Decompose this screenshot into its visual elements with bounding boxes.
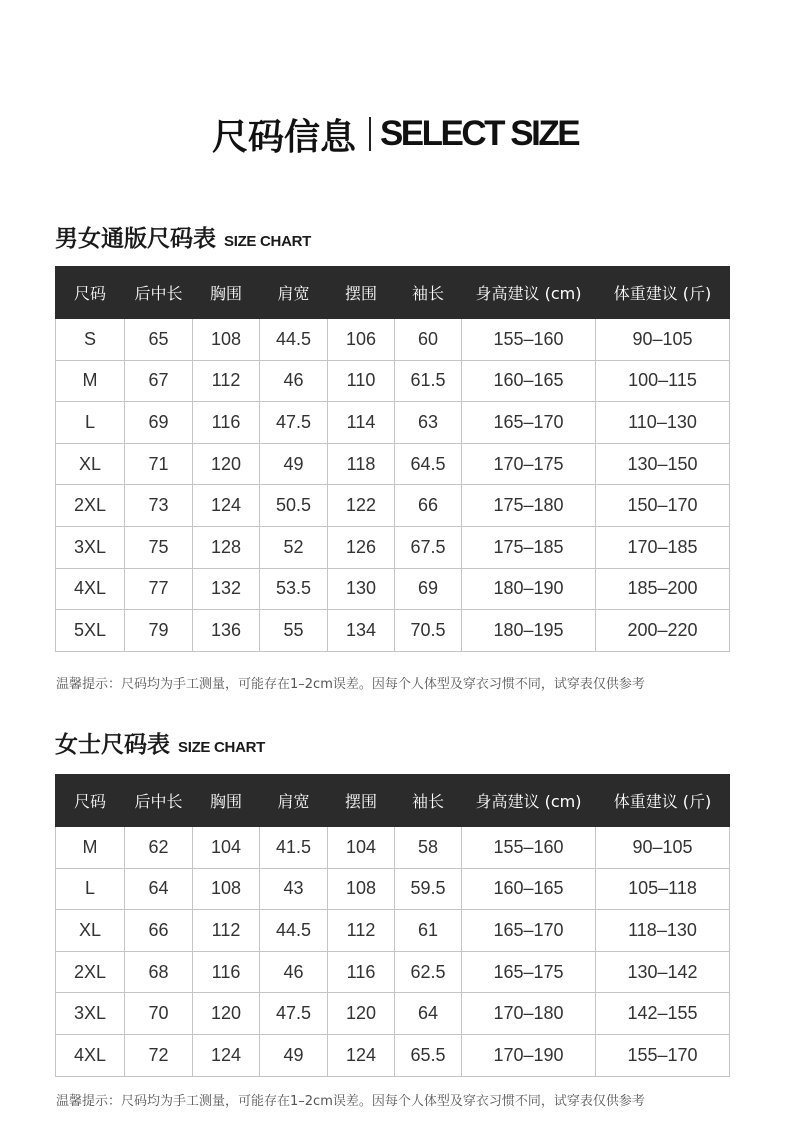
cell-back-length: 67 (125, 360, 193, 402)
cell-height: 165–170 (462, 402, 596, 444)
col-header-size: 尺码 (56, 775, 125, 827)
cell-height: 180–195 (462, 610, 596, 652)
cell-weight: 150–170 (596, 485, 730, 527)
cell-shoulder: 47.5 (260, 993, 328, 1035)
cell-weight: 110–130 (596, 402, 730, 444)
cell-sleeve: 66 (395, 485, 462, 527)
cell-back-length: 69 (125, 402, 193, 444)
col-header-back-length: 后中长 (125, 775, 193, 827)
cell-hem: 112 (328, 910, 395, 952)
table-row (56, 526, 730, 568)
cell-height: 180–190 (462, 568, 596, 610)
cell-back-length: 75 (125, 526, 193, 568)
cell-size: 4XL (56, 1034, 125, 1076)
cell-sleeve: 59.5 (395, 868, 462, 910)
cell-shoulder: 49 (260, 443, 328, 485)
cell-size: S (56, 319, 125, 361)
cell-height: 170–180 (462, 993, 596, 1035)
cell-height: 160–165 (462, 360, 596, 402)
cell-size: M (56, 827, 125, 869)
cell-weight: 155–170 (596, 1034, 730, 1076)
cell-chest: 128 (193, 526, 260, 568)
page-title-cn: 尺码信息 (211, 116, 356, 158)
title-divider (369, 117, 371, 151)
cell-size: XL (56, 910, 125, 952)
cell-sleeve: 61 (395, 910, 462, 952)
col-header-back-length: 后中长 (125, 267, 193, 319)
cell-shoulder: 47.5 (260, 402, 328, 444)
women-heading (55, 726, 265, 759)
cell-shoulder: 55 (260, 610, 328, 652)
table-row (56, 993, 730, 1035)
cell-weight: 142–155 (596, 993, 730, 1035)
cell-sleeve: 64.5 (395, 443, 462, 485)
table-row (56, 910, 730, 952)
cell-chest: 120 (193, 993, 260, 1035)
col-header-shoulder: 肩宽 (260, 267, 328, 319)
table-row (56, 443, 730, 485)
cell-chest: 116 (193, 951, 260, 993)
col-header-height: 身高建议 (cm) (462, 775, 596, 827)
col-header-shoulder: 肩宽 (260, 775, 328, 827)
cell-shoulder: 46 (260, 951, 328, 993)
cell-back-length: 71 (125, 443, 193, 485)
cell-back-length: 62 (125, 827, 193, 869)
cell-chest: 108 (193, 319, 260, 361)
table-header-row (56, 775, 730, 827)
cell-back-length: 73 (125, 485, 193, 527)
cell-size: XL (56, 443, 125, 485)
col-header-weight: 体重建议 (斤) (596, 775, 730, 827)
unisex-heading-en: SIZE CHART (224, 233, 312, 250)
cell-sleeve: 60 (395, 319, 462, 361)
cell-chest: 136 (193, 610, 260, 652)
table-row (56, 360, 730, 402)
cell-shoulder: 46 (260, 360, 328, 402)
cell-back-length: 64 (125, 868, 193, 910)
cell-hem: 108 (328, 868, 395, 910)
cell-size: L (56, 402, 125, 444)
cell-weight: 170–185 (596, 526, 730, 568)
cell-height: 170–190 (462, 1034, 596, 1076)
cell-chest: 104 (193, 827, 260, 869)
cell-back-length: 77 (125, 568, 193, 610)
cell-sleeve: 70.5 (395, 610, 462, 652)
table-row (56, 610, 730, 652)
cell-chest: 116 (193, 402, 260, 444)
cell-size: 2XL (56, 951, 125, 993)
cell-height: 175–180 (462, 485, 596, 527)
col-header-chest: 胸围 (193, 267, 260, 319)
cell-hem: 116 (328, 951, 395, 993)
cell-weight: 90–105 (596, 827, 730, 869)
cell-hem: 122 (328, 485, 395, 527)
cell-sleeve: 69 (395, 568, 462, 610)
cell-size: 3XL (56, 526, 125, 568)
col-header-size: 尺码 (56, 267, 125, 319)
table-row (56, 402, 730, 444)
cell-height: 175–185 (462, 526, 596, 568)
women-size-table (55, 774, 730, 1077)
unisex-tip: 温馨提示：尺码均为手工测量，可能存在1–2cm误差。因每个人体型及穿衣习惯不同，试穿表仅供参考 (56, 677, 645, 692)
cell-chest: 108 (193, 868, 260, 910)
cell-hem: 130 (328, 568, 395, 610)
table-row (56, 568, 730, 610)
cell-shoulder: 49 (260, 1034, 328, 1076)
cell-sleeve: 62.5 (395, 951, 462, 993)
cell-back-length: 79 (125, 610, 193, 652)
cell-chest: 124 (193, 485, 260, 527)
women-heading-en: SIZE CHART (178, 739, 266, 756)
cell-weight: 105–118 (596, 868, 730, 910)
cell-weight: 118–130 (596, 910, 730, 952)
cell-shoulder: 44.5 (260, 319, 328, 361)
table-header-row (56, 267, 730, 319)
unisex-heading (55, 220, 311, 253)
table-row (56, 827, 730, 869)
unisex-size-table (55, 266, 730, 652)
col-header-hem: 摆围 (328, 775, 395, 827)
cell-hem: 126 (328, 526, 395, 568)
table-row (56, 1034, 730, 1076)
page-title (0, 106, 790, 162)
cell-hem: 110 (328, 360, 395, 402)
cell-shoulder: 41.5 (260, 827, 328, 869)
cell-chest: 120 (193, 443, 260, 485)
cell-height: 165–175 (462, 951, 596, 993)
cell-sleeve: 61.5 (395, 360, 462, 402)
cell-shoulder: 50.5 (260, 485, 328, 527)
cell-hem: 118 (328, 443, 395, 485)
cell-hem: 114 (328, 402, 395, 444)
cell-sleeve: 63 (395, 402, 462, 444)
cell-weight: 130–150 (596, 443, 730, 485)
cell-height: 160–165 (462, 868, 596, 910)
cell-shoulder: 53.5 (260, 568, 328, 610)
cell-size: 2XL (56, 485, 125, 527)
col-header-sleeve: 袖长 (395, 775, 462, 827)
cell-back-length: 66 (125, 910, 193, 952)
cell-height: 165–170 (462, 910, 596, 952)
women-heading-cn: 女士尺码表 (55, 732, 170, 758)
cell-hem: 124 (328, 1034, 395, 1076)
cell-back-length: 72 (125, 1034, 193, 1076)
cell-hem: 134 (328, 610, 395, 652)
cell-sleeve: 64 (395, 993, 462, 1035)
table-row (56, 319, 730, 361)
cell-weight: 100–115 (596, 360, 730, 402)
cell-weight: 130–142 (596, 951, 730, 993)
cell-hem: 106 (328, 319, 395, 361)
cell-weight: 90–105 (596, 319, 730, 361)
cell-height: 155–160 (462, 319, 596, 361)
col-header-sleeve: 袖长 (395, 267, 462, 319)
unisex-heading-cn: 男女通版尺码表 (55, 226, 216, 252)
col-header-chest: 胸围 (193, 775, 260, 827)
col-header-height: 身高建议 (cm) (462, 267, 596, 319)
page-title-en: SELECT SIZE (379, 114, 579, 153)
cell-height: 155–160 (462, 827, 596, 869)
cell-sleeve: 67.5 (395, 526, 462, 568)
cell-shoulder: 44.5 (260, 910, 328, 952)
cell-size: 5XL (56, 610, 125, 652)
cell-sleeve: 58 (395, 827, 462, 869)
cell-back-length: 70 (125, 993, 193, 1035)
cell-shoulder: 43 (260, 868, 328, 910)
col-header-weight: 体重建议 (斤) (596, 267, 730, 319)
cell-chest: 124 (193, 1034, 260, 1076)
cell-chest: 112 (193, 910, 260, 952)
cell-shoulder: 52 (260, 526, 328, 568)
cell-size: L (56, 868, 125, 910)
cell-weight: 200–220 (596, 610, 730, 652)
cell-size: M (56, 360, 125, 402)
cell-size: 4XL (56, 568, 125, 610)
cell-size: 3XL (56, 993, 125, 1035)
cell-sleeve: 65.5 (395, 1034, 462, 1076)
table-row (56, 485, 730, 527)
women-tip: 温馨提示：尺码均为手工测量，可能存在1–2cm误差。因每个人体型及穿衣习惯不同，试穿表仅供参考 (56, 1094, 645, 1109)
cell-weight: 185–200 (596, 568, 730, 610)
col-header-hem: 摆围 (328, 267, 395, 319)
table-row (56, 868, 730, 910)
table-row (56, 951, 730, 993)
cell-back-length: 68 (125, 951, 193, 993)
cell-hem: 120 (328, 993, 395, 1035)
cell-hem: 104 (328, 827, 395, 869)
cell-chest: 112 (193, 360, 260, 402)
cell-chest: 132 (193, 568, 260, 610)
cell-back-length: 65 (125, 319, 193, 361)
cell-height: 170–175 (462, 443, 596, 485)
